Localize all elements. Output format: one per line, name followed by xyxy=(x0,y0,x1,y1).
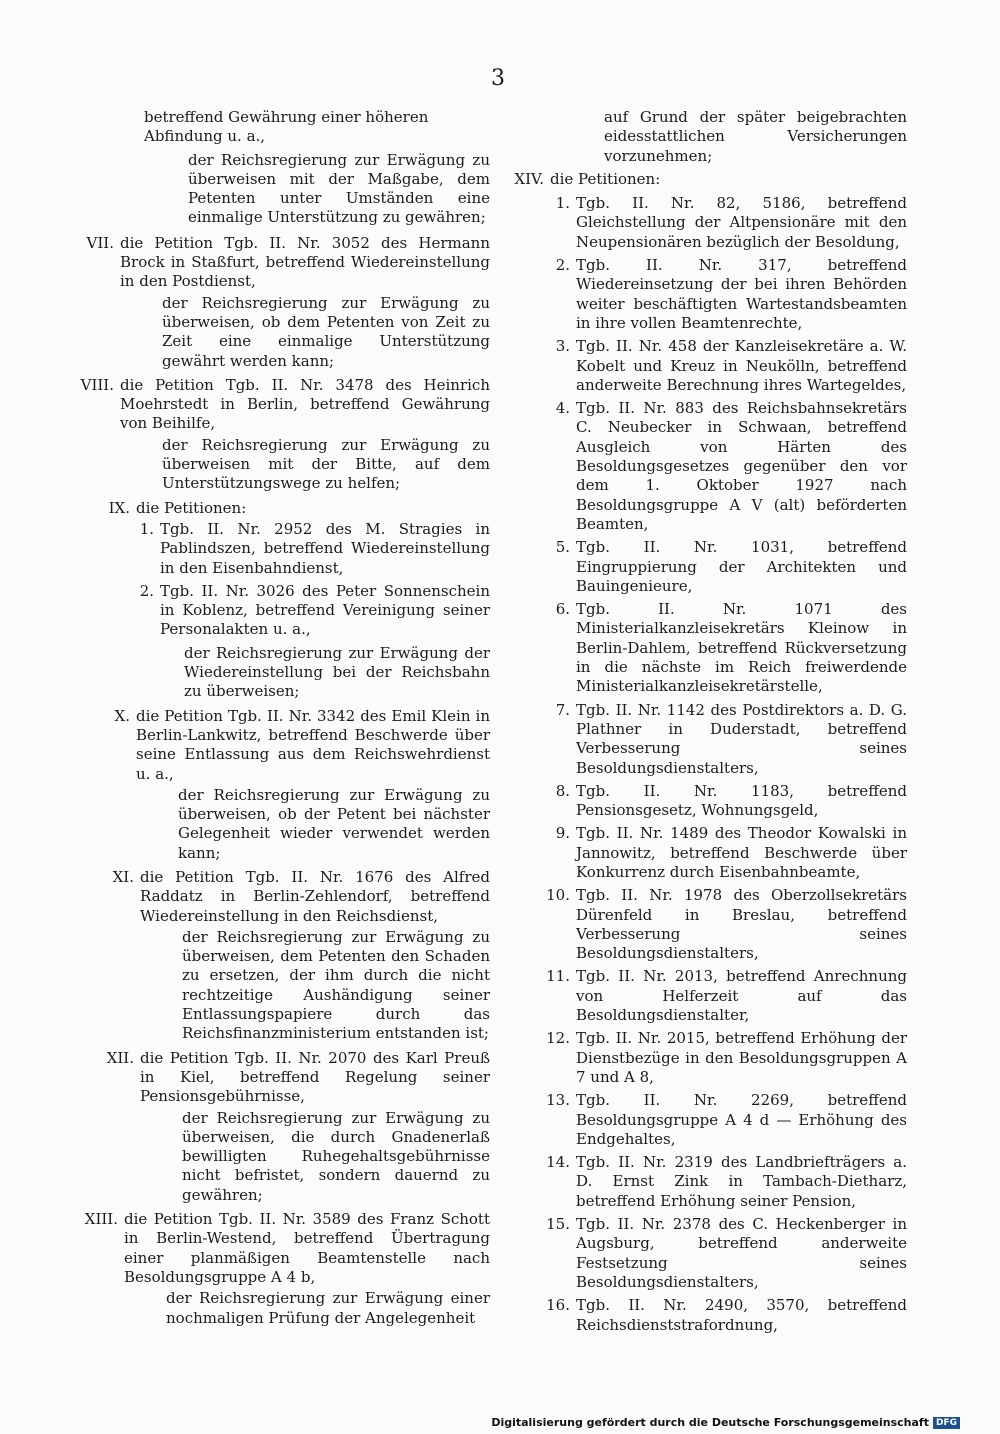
sub-number: 3. xyxy=(555,337,570,356)
sub-text: Tgb. II. Nr. 2269, betreffend Besoldungsgruppe A 4 d — Erhöhung des Endgehaltes, xyxy=(576,1091,907,1148)
sub-item xyxy=(546,1029,907,1087)
item-text: die Petition Tgb. II. Nr. 3478 des Heinrich Moehrstedt in Berlin, betreffend Gewährung von Beihilfe, xyxy=(120,375,490,433)
item-text: die Petition Tgb. II. Nr. 2070 des Karl Preuß in Kiel, betreffend Regelung seiner Pensionsgebührnisse, xyxy=(140,1048,490,1106)
item-text: die Petitionen: xyxy=(550,169,661,188)
sub-text: Tgb. II. Nr. 1071 des Ministerialkanzleisekretärs Kleinow in Berlin-Dahlem, betreffend Rückversetzung in die nächste im Reich freiwerdende Ministerialkanzleisekretärstelle, xyxy=(576,600,907,696)
sub-item xyxy=(555,824,907,882)
sub-number: 1. xyxy=(139,519,154,538)
sub-item xyxy=(555,781,907,821)
sub-number: 1. xyxy=(555,194,570,213)
page-number: 3 xyxy=(491,66,505,91)
sub-number: 14. xyxy=(546,1153,570,1172)
petition-item xyxy=(106,1048,490,1205)
sub-number: 4. xyxy=(555,399,570,418)
sub-item xyxy=(555,399,907,534)
item-number: XII. xyxy=(106,1048,134,1067)
sub-list xyxy=(512,194,907,1335)
sub-number: 7. xyxy=(555,700,570,719)
sub-number: 16. xyxy=(546,1296,570,1315)
item-decision: der Reichsregierung zur Erwägung zu überweisen, ob der Petent bei nächster Gelegenheit wieder verwendet werden kann; xyxy=(178,785,490,862)
item-number: VII. xyxy=(86,233,114,252)
sub-text: Tgb. II. Nr. 883 des Reichsbahnsekretärs C. Neubecker in Schwaan, betreffend Ausgleich von Härten des Besoldungsgesetzes gegenüber den vor dem 1. Oktober 1927 nach Besoldungsgruppe A V (alt) beförderten Beamten, xyxy=(576,399,907,533)
petition-item xyxy=(80,375,490,494)
sub-item xyxy=(555,700,907,778)
sub-item xyxy=(546,1296,907,1335)
sub-item xyxy=(546,1091,907,1149)
sub-number: 9. xyxy=(555,824,570,843)
sub-text: Tgb. II. Nr. 2378 des C. Heckenberger in Augsburg, betreffend anderweite Festsetzung seines Besoldungsdienstalters, xyxy=(576,1215,907,1291)
item-number: VIII. xyxy=(80,375,114,394)
petition-item xyxy=(514,169,907,189)
item-decision: der Reichsregierung zur Erwägung zu überweisen, die durch Gnadenerlaß bewilligten Ruhegehaltsgebührnisse nicht befristet, sondern dauernd zu gewähren; xyxy=(182,1108,490,1204)
left-column xyxy=(80,108,490,1333)
sub-item xyxy=(139,581,490,640)
item-text: die Petition Tgb. II. Nr. 3342 des Emil Klein in Berlin-Lankwitz, betreffend Beschwerde über seine Entlassung aus dem Reichswehrdienst u. a., xyxy=(136,706,490,783)
item-number: XIV. xyxy=(514,169,544,188)
item-decision: der Reichsregierung zur Erwägung zu überweisen, ob dem Petenten von Zeit zu Zeit eine einmalige Unterstützung gewährt werden kann; xyxy=(162,293,490,370)
intro-decision: der Reichsregierung zur Erwägung zu überweisen mit der Maßgabe, dem Petenten unter Umständen eine einmalige Unterstützung zu gewähren; xyxy=(188,150,490,227)
item-decision: der Reichsregierung zur Erwägung zu überweisen, dem Petenten den Schaden zu ersetzen, der ihm durch die nicht rechtzeitige Aushändigung seiner Entlassungspapiere durch das Reichsfinanzministerium entstanden ist; xyxy=(182,927,490,1043)
footer-text: Digitalisierung gefördert durch die Deutsche Forschungsgemeinschaft xyxy=(491,1416,929,1429)
item-text: die Petitionen: xyxy=(136,498,247,517)
sub-text: Tgb. II. Nr. 1031, betreffend Eingruppierung der Architekten und Bauingenieure, xyxy=(576,538,907,595)
sub-item xyxy=(546,967,907,1025)
item-decision: der Reichsregierung zur Erwägung der Wiedereinstellung bei der Reichsbahn zu überweisen; xyxy=(184,643,490,701)
sub-item xyxy=(555,600,907,696)
intro-text: betreffend Gewährung einer höheren Abfindung u. a., xyxy=(144,108,429,146)
footer xyxy=(491,1416,960,1429)
sub-number: 11. xyxy=(546,967,570,986)
sub-text: Tgb. II. Nr. 2319 des Landbriefträgers a. D. Ernst Zink in Tambach-Dietharz, betreffend Erhöhung seiner Pension, xyxy=(576,1153,907,1210)
sub-text: Tgb. II. Nr. 1183, betreffend Pensionsgesetz, Wohnungsgeld, xyxy=(576,781,907,820)
item-text: die Petition Tgb. II. Nr. 1676 des Alfred Raddatz in Berlin-Zehlendorf, betreffend Wiedereinstellung in den Reichsdienst, xyxy=(140,867,490,925)
sub-item xyxy=(555,337,907,395)
sub-item xyxy=(139,519,490,578)
sub-number: 2. xyxy=(139,581,154,600)
sub-text: Tgb. II. Nr. 1978 des Oberzollsekretärs Dürenfeld in Breslau, betreffend Verbesserung seines Besoldungsdienstalters, xyxy=(576,886,907,963)
item-number: X. xyxy=(114,706,130,725)
sub-number: 10. xyxy=(546,886,570,905)
petition-item xyxy=(84,1210,490,1328)
item-number: XI. xyxy=(112,867,134,886)
sub-number: 8. xyxy=(555,781,570,800)
item-decision: der Reichsregierung zur Erwägung einer nochmaligen Prüfung der Angelegenheit xyxy=(166,1289,490,1327)
petition-item xyxy=(86,233,490,371)
item-text: die Petition Tgb. II. Nr. 3052 des Hermann Brock in Staßfurt, betreffend Wiedereinstellung in den Postdienst, xyxy=(120,233,490,291)
sub-text: Tgb. II. Nr. 317, betreffend Wiedereinsetzung der bei ihren Behörden weiter beschäftigten Wartestandsbeamten in ihre vollen Beamtenrechte, xyxy=(576,256,907,332)
item-text: die Petition Tgb. II. Nr. 3589 des Franz Schott in Berlin-Westend, betreffend Übertragung einer planmäßigen Beamtenstelle nach Besoldungsgruppe A 4 b, xyxy=(124,1210,490,1286)
continuation-text: auf Grund der später beigebrachten eidesstattlichen Versicherungen vorzunehmen; xyxy=(604,108,907,165)
sub-number: 2. xyxy=(555,256,570,275)
sub-number: 6. xyxy=(555,600,570,619)
item-number: XIII. xyxy=(84,1210,118,1229)
sub-item xyxy=(546,1153,907,1211)
sub-number: 13. xyxy=(546,1091,570,1110)
sub-item xyxy=(546,1215,907,1292)
sub-item xyxy=(546,886,907,963)
sub-text: Tgb. II. Nr. 2015, betreffend Erhöhung der Dienstbezüge in den Besoldungsgruppen A 7 und A 8, xyxy=(576,1029,907,1086)
sub-number: 15. xyxy=(546,1215,570,1234)
sub-text: Tgb. II. Nr. 2952 des M. Stragies in Pablindszen, betreffend Wiedereinstellung in den Eisenbahndienst, xyxy=(160,519,490,577)
right-column xyxy=(512,108,907,1339)
sub-text: Tgb. II. Nr. 458 der Kanzleisekretäre a. W. Kobelt und Kreuz in Neukölln, betreffend anderweite Berechnung ihres Wartegeldes, xyxy=(576,337,907,394)
sub-text: Tgb. II. Nr. 82, 5186, betreffend Gleichstellung der Altpensionäre mit den Neupensionären bezüglich der Besoldung, xyxy=(576,194,907,251)
sub-number: 5. xyxy=(555,538,570,557)
petition-item xyxy=(108,498,490,702)
sub-text: Tgb. II. Nr. 2490, 3570, betreffend Reichsdienststrafordnung, xyxy=(576,1296,907,1334)
petition-item xyxy=(114,706,490,863)
sub-text: Tgb. II. Nr. 2013, betreffend Anrechnung von Helferzeit auf das Besoldungsdienstalter, xyxy=(576,967,907,1025)
sub-item xyxy=(555,256,907,333)
sub-item xyxy=(555,194,907,252)
sub-item xyxy=(555,538,907,596)
dfg-logo-icon: DFG xyxy=(933,1417,960,1429)
sub-text: Tgb. II. Nr. 3026 des Peter Sonnenschein in Koblenz, betreffend Vereinigung seiner Personalakten u. a., xyxy=(160,581,490,639)
item-decision: der Reichsregierung zur Erwägung zu überweisen mit der Bitte, auf dem Unterstützungswege zu helfen; xyxy=(162,435,490,493)
sub-number: 12. xyxy=(546,1029,570,1048)
sub-text: Tgb. II. Nr. 1489 des Theodor Kowalski in Jannowitz, betreffend Beschwerde über Konkurrenz durch Eisenbahnbeamte, xyxy=(576,824,907,881)
petition-item xyxy=(112,867,490,1044)
sub-text: Tgb. II. Nr. 1142 des Postdirektors a. D. G. Plathner in Duderstadt, betreffend Verbesserung seines Besoldungsdienstalters, xyxy=(576,700,907,777)
item-number: IX. xyxy=(108,498,130,517)
